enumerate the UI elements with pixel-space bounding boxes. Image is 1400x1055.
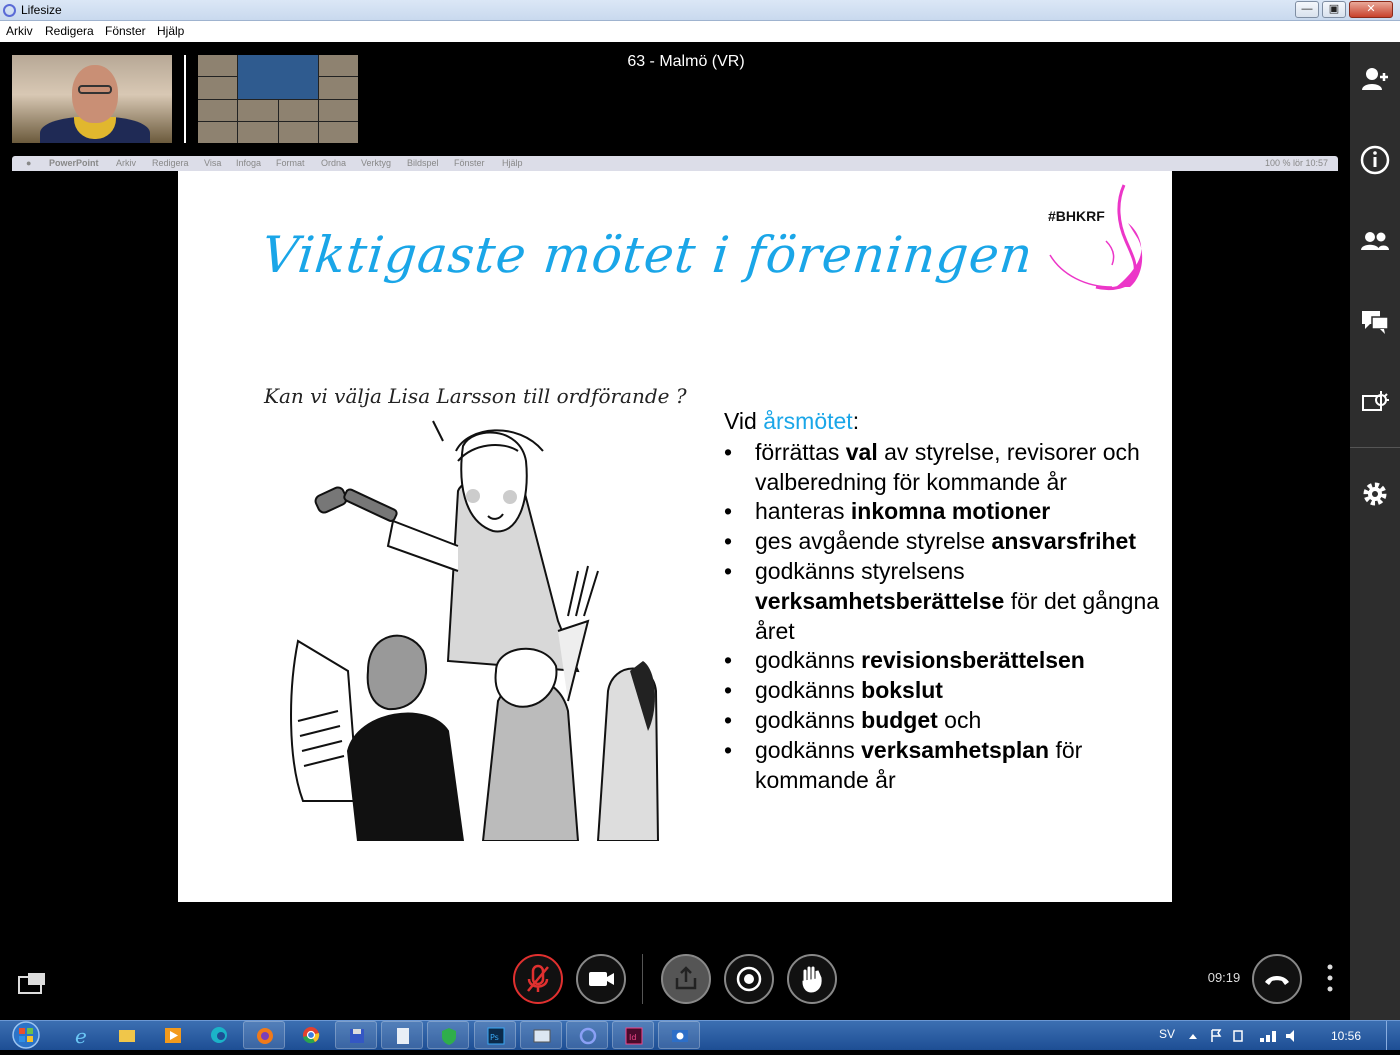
camera-button[interactable] — [576, 954, 626, 1004]
taskbar-outlook-icon[interactable] — [658, 1021, 700, 1049]
menu-bar — [0, 21, 1400, 42]
self-view-glasses — [78, 85, 112, 94]
taskbar-photoshop-icon[interactable] — [474, 1021, 516, 1049]
share-screen-button[interactable] — [661, 954, 711, 1004]
share-screen-icon — [663, 956, 709, 1002]
participant-tile — [279, 122, 318, 143]
participant-tile — [198, 100, 237, 121]
mac-menu-item: PowerPoint — [49, 158, 99, 168]
menu-item-arkiv[interactable]: Arkiv — [6, 24, 33, 38]
mac-menu-item: Verktyg — [361, 158, 392, 168]
participant-tile — [238, 100, 277, 121]
muted-microphone-icon — [515, 956, 561, 1002]
start-button-icon[interactable] — [8, 1020, 44, 1050]
taskbar-clock: 10:56 — [1331, 1029, 1362, 1043]
settings-icon[interactable] — [1360, 479, 1390, 509]
list-item: • godkänns bokslut — [724, 676, 1164, 706]
list-item: • ges avgående styrelse ansvarsfrihet — [724, 527, 1164, 557]
mac-menu-item: Hjälp — [502, 158, 523, 168]
mute-microphone-button[interactable] — [513, 954, 563, 1004]
mac-menu-item: Fönster — [454, 158, 485, 168]
participant-tile — [319, 122, 358, 143]
bhkrf-logo-icon — [1046, 183, 1146, 293]
list-intro: Vid årsmötet: — [724, 408, 860, 434]
participant-tile — [319, 55, 358, 76]
taskbar-edge-icon[interactable] — [198, 1021, 240, 1049]
chat-icon[interactable] — [1360, 306, 1390, 336]
svg-text:Ps: Ps — [490, 1033, 499, 1042]
lifesize-app-icon — [3, 4, 16, 17]
raise-hand-icon — [789, 956, 835, 1002]
list-item: • förrättas val av styrelse, revisorer och valberedning för kommande år — [724, 438, 1164, 498]
presentation-settings-icon[interactable] — [1360, 387, 1390, 417]
minimize-button[interactable]: — — [1295, 1, 1319, 18]
mac-status-text: 100 % lör 10:57 — [1264, 158, 1328, 168]
taskbar-save-disk-icon[interactable] — [335, 1021, 377, 1049]
taskbar-window-app-icon[interactable] — [520, 1021, 562, 1049]
taskbar-internet-explorer-icon[interactable] — [62, 1021, 104, 1049]
call-sidebar — [1350, 42, 1400, 1020]
participants-icon[interactable] — [1360, 226, 1390, 256]
raise-hand-button[interactable] — [787, 954, 837, 1004]
layout-toggle-icon[interactable] — [18, 972, 46, 994]
list-item: • godkänns revisionsberättelsen — [724, 646, 1164, 676]
speech-caption: Kan vi välja Lisa Larsson till ordförande ? — [264, 384, 687, 408]
maximize-button[interactable]: ▣ — [1322, 1, 1346, 18]
add-participant-icon[interactable] — [1360, 64, 1390, 94]
hang-up-button[interactable] — [1252, 954, 1302, 1004]
mac-menu-item: Visa — [204, 158, 222, 168]
participant-tile — [198, 77, 237, 98]
system-tray-icons[interactable] — [1186, 1027, 1326, 1045]
taskbar-indesign-icon[interactable] — [612, 1021, 654, 1049]
annual-meeting-list — [724, 407, 1164, 795]
mac-menu-item: Infoga — [236, 158, 262, 168]
record-icon — [726, 956, 772, 1002]
svg-text:Id: Id — [629, 1033, 637, 1042]
shared-mac-menubar — [12, 156, 1338, 171]
hang-up-icon — [1254, 956, 1300, 1002]
menu-item-redigera[interactable]: Redigera — [45, 24, 94, 38]
participant-gallery-video[interactable] — [198, 55, 358, 143]
menu-item-fonster[interactable]: Fönster — [105, 24, 146, 38]
menu-item-hjalp[interactable]: Hjälp — [157, 24, 185, 38]
list-item: • godkänns styrelsens verksamhetsberättelse för det gångna året — [724, 557, 1164, 646]
sidebar-divider — [1350, 447, 1400, 448]
window-title: Lifesize — [21, 3, 62, 17]
svg-text:e: e — [75, 1024, 87, 1048]
taskbar-media-player-icon[interactable] — [152, 1021, 194, 1049]
call-timer: 09:19 — [1207, 970, 1241, 985]
taskbar-notepad-icon[interactable] — [381, 1021, 423, 1049]
list-item: • hanteras inkomna motioner — [724, 497, 1164, 527]
mac-menu-item: Arkiv — [116, 158, 136, 168]
participant-tile — [319, 77, 358, 98]
keyboard-language-indicator[interactable]: SV — [1159, 1027, 1176, 1041]
record-button[interactable] — [724, 954, 774, 1004]
mac-menu-item: Redigera — [152, 158, 189, 168]
list-item: • godkänns budget och — [724, 706, 1164, 736]
close-button[interactable]: ✕ — [1349, 1, 1393, 18]
window-titlebar — [0, 0, 1400, 21]
controls-divider — [642, 954, 643, 1004]
highlight-arsmotet: årsmötet — [763, 408, 853, 434]
mac-menu-item: Bildspel — [407, 158, 439, 168]
self-view-video[interactable] — [12, 55, 172, 143]
participant-tile — [279, 100, 318, 121]
taskbar-lifesize-icon[interactable] — [566, 1021, 608, 1049]
hashtag-label: #BHKRF — [1048, 208, 1105, 224]
participant-tile — [238, 55, 318, 99]
thumb-divider — [184, 55, 186, 143]
participant-tile — [198, 122, 237, 143]
room-title: 63 - Malmö (VR) — [627, 53, 745, 70]
participant-tile — [238, 122, 277, 143]
mac-menu-item: Format — [276, 158, 305, 168]
taskbar-security-shield-icon[interactable] — [427, 1021, 469, 1049]
self-view-head — [72, 65, 118, 123]
taskbar-firefox-icon[interactable] — [243, 1021, 285, 1049]
apple-icon: ● — [26, 158, 32, 168]
participant-tile — [198, 55, 237, 76]
camera-icon — [578, 956, 624, 1002]
slide-title: Viktigaste mötet i föreningen — [258, 226, 1037, 284]
mac-menu-item: Ordna — [321, 158, 347, 168]
meeting-cartoon-illustration — [258, 371, 678, 841]
list-item: • godkänns verksamhetsplan för kommande år — [724, 736, 1164, 796]
show-desktop-button[interactable] — [1386, 1021, 1400, 1050]
taskbar-file-explorer-icon[interactable] — [106, 1021, 148, 1049]
info-icon[interactable] — [1360, 145, 1390, 175]
presentation-slide — [178, 171, 1172, 902]
participant-tile — [319, 100, 358, 121]
taskbar-chrome-icon[interactable] — [290, 1021, 332, 1049]
more-options-icon[interactable] — [1323, 962, 1337, 994]
